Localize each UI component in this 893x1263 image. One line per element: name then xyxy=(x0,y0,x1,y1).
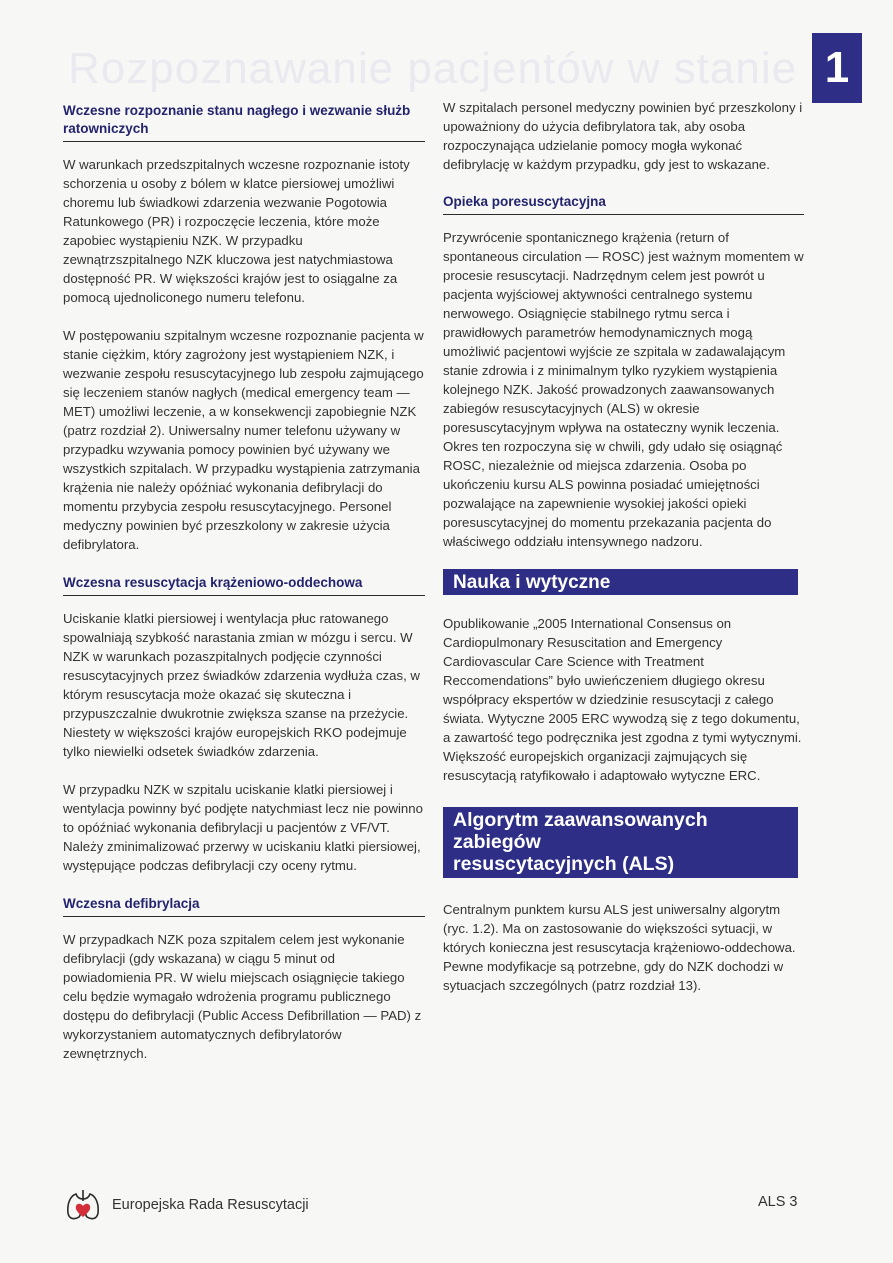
left-column xyxy=(63,98,425,1063)
banner-text-line-2: resuscytacyjnych (ALS) xyxy=(453,853,675,875)
paragraph: Centralnym punktem kursu ALS jest uniwersalny algorytm (ryc. 1.2). Ma on zastosowanie do większości sytuacji, w których konieczna jest resuscytacja krążeniowo-oddechowa. Pewne modyfikacje są potrzebne, gdy do NZK dochodzi w sytuacjach szczególnych (patrz rozdział 13). xyxy=(443,902,796,993)
paragraph: W przypadkach NZK poza szpitalem celem jest wykonanie defibrylacji (gdy wskazana) w ciągu 5 minut od powiadomienia PR. W wielu miejscach osiągnięcie takiego celu będzie wymagało wdrożenia programu publicznego dostępu do defibrylacji (Public Access Defibrillation — PAD) z wykorzystaniem automatycznych defibrylatorów zewnętrznych. xyxy=(63,932,422,1061)
section-heading-early-cpr: Wczesna resuscytacja krążeniowo-oddechowa xyxy=(63,574,425,596)
paragraph: Przywrócenie spontanicznego krążenia (return of spontaneous circulation — ROSC) jest ważnym momentem w procesie resuscytacji. Nadrzędnym celem jest powrót u pacjenta wyjściowej aktywności centralnego systemu nerwowego. Osiągnięcie stabilnego rytmu serca i prawidłowych parametrów hemodynamicznych mogą umożliwić pacjentowi wyjście ze szpitala w zadawalającym stanie zdrowia i z minimalnym tylko ryzykiem wystąpienia kolejnego NZK. Jakość prowadzonych zaawansowanych zabiegów resuscytacyjnych (ALS) w okresie poresuscytacyjnym wpływa na ostateczny wynik leczenia. Okres ten rozpoczyna się w chwili, gdy udało się osiągnąć ROSC, niezależnie od miejsca zdarzenia. Osoba po ukończeniu kursu ALS powinna posiadać umiejętności pozwalające na zapewnienie wysokiej jakości opieki poresuscytacyjnej do momentu przekazania pacjenta do właściwego oddziału intensywnego nadzoru. xyxy=(443,230,804,549)
section-heading-early-recognition: Wczesne rozpoznanie stanu nagłego i wezwanie służb ratowniczych xyxy=(63,102,425,142)
paragraph: Opublikowanie „2005 International Consensus on Cardiopulmonary Resuscitation and Emergency Cardiovascular Care Science with Treatment Reccomendations” było uwieńczeniem długiego okresu współpracy ekspertów w dziedzinie resuscytacji z całego świata. Wytyczne 2005 ERC wywodzą się z tego dokumentu, a zawartość tego podręcznika jest zgodna z tymi wytycznymi. Większość europejskich organizacji zajmujących się resuscytacją ratyfikowało i adaptowało wytyczne ERC. xyxy=(443,616,802,783)
section-banner-als-algorithm xyxy=(443,807,798,878)
paragraph: W przypadku NZK w szpitalu uciskanie klatki piersiowej i wentylacja powinny być podjęte natychmiast lecz nie powinno to opóźniać wykonania defibrylacji u pacjentów z VF/VT. Należy zminimalizować przerwy w uciskaniu klatki piersiowej, występujące podczas defibrylacji czy oceny rytmu. xyxy=(63,782,423,873)
banner-text: Nauka i wytyczne xyxy=(453,572,611,593)
banner-text-line-1: Algorytm zaawansowanych zabiegów xyxy=(453,809,708,853)
faded-chapter-title: Rozpoznawanie pacjentów w stanie xyxy=(68,44,798,93)
section-heading-post-resuscitation-care: Opieka poresuscytacyjna xyxy=(443,193,804,215)
paragraph: W postępowaniu szpitalnym wczesne rozpoznanie pacjenta w stanie ciężkim, który zagrożony jest wystąpieniem NZK, i wezwanie zespołu resuscytacyjnego lub zespołu zajmującego się leczeniem stanów nagłych (medical emergency team — MET) umożliwi leczenie, a w konsekwencji zapobiegnie NZK (patrz rozdział 2). Uniwersalny numer telefonu używany w przypadku wzywania pomocy powinien być używany we wszystkich szpitalach. W przypadku wystąpienia zatrzymania krążenia nie należy opóźniać wykonania defibrylacji do momentu przybycia zespołu resuscytacyjnego. Personel medyczny powinien być przeszkolony w zakresie użycia defibrylatora. xyxy=(63,328,424,552)
organization-name: Europejska Rada Resuscytacji xyxy=(112,1197,309,1213)
paragraph: W warunkach przedszpitalnych wczesne rozpoznanie istoty schorzenia u osoby z bólem w klatce piersiowej umożliwi choremu lub świadkowi zdarzenia wezwanie Pogotowia Ratunkowego (PR) i rozpoczęcie leczenia, które może zapobiec wystąpieniu NZK. W przypadku zewnątrzszpitalnego NZK kluczowa jest natychmiastowa dostępność PR. W większości krajów jest to osiągalne za pomocą ujednoliconego numeru telefonu. xyxy=(63,157,410,305)
right-column xyxy=(443,98,804,995)
paragraph: Uciskanie klatki piersiowej i wentylacja płuc ratowanego spowalniają szybkość narastania zmian w mózgu i sercu. W NZK w warunkach pozaszpitalnych podjęcie czynności resuscytacyjnych przez świadków zdarzenia wydłuża czas, w którym resuscytacja może okazać się skuteczna i przypuszczalnie dwukrotnie zwiększa szanse na przeżycie. Niestety w większości krajów europejskich RKO podejmuje tylko niewielki odsetek świadków zdarzenia. xyxy=(63,611,420,759)
lungs-heart-icon xyxy=(64,1186,102,1224)
section-heading-early-defibrillation: Wczesna defibrylacja xyxy=(63,895,425,917)
page-number: ALS 3 xyxy=(758,1194,798,1210)
section-banner-science-guidelines xyxy=(443,569,798,595)
chapter-tab: 1 xyxy=(812,33,862,103)
footer-organization xyxy=(64,1186,309,1224)
paragraph: W szpitalach personel medyczny powinien być przeszkolony i upoważniony do użycia defibrylatora tak, aby osoba rozpoczynająca udzielanie pomocy mogła wykonać defibrylację w każdym przypadku, gdy jest to wskazane. xyxy=(443,100,803,172)
